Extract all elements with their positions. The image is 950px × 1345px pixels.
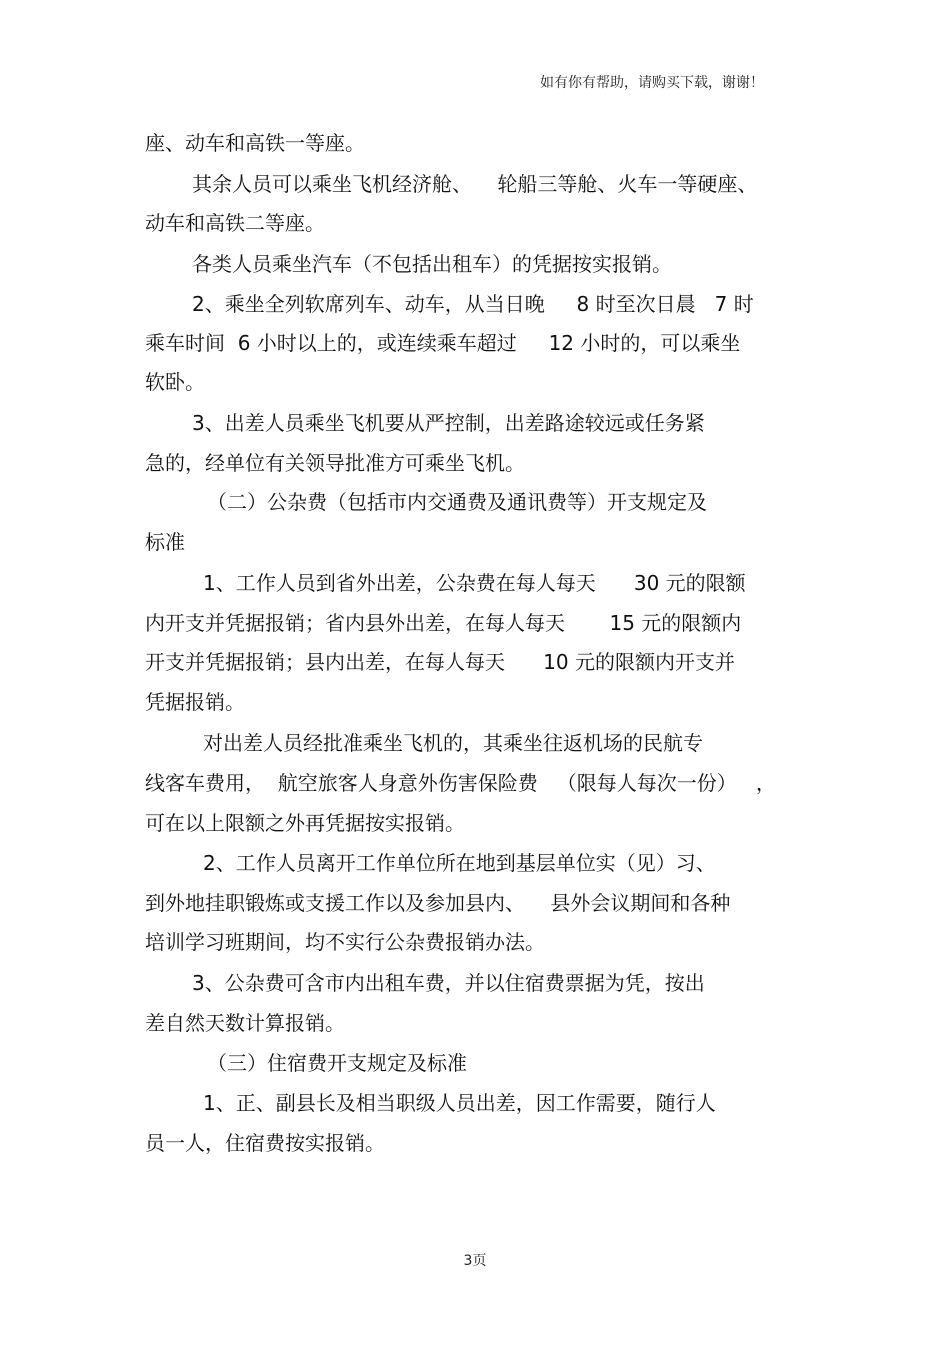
- body-line: 对出差人员经批准乘坐飞机的，其乘坐往返机场的民航专: [203, 731, 703, 755]
- body-line: 差自然天数计算报销。: [145, 1011, 345, 1035]
- body-line: 软卧。: [145, 370, 205, 394]
- body-line: 2、乘坐全列软席列车、动车，从当日晚 8 时至次日晨 7 时: [192, 292, 754, 316]
- body-line: 3、出差人员乘坐飞机要从严控制，出差路途较远或任务紧: [192, 411, 705, 435]
- body-line: 1、正、副县长及相当职级人员出差，因工作需要，随行人: [203, 1091, 716, 1115]
- section-heading: （二）公杂费（包括市内交通费及通讯费等）开支规定及: [207, 490, 707, 514]
- body-line: 动车和高铁二等座。: [145, 211, 325, 235]
- page-number: 3页: [463, 1253, 487, 1269]
- body-line: 1、工作人员到省外出差，公杂费在每人每天 30 元的限额: [203, 571, 746, 595]
- body-line: 3、公杂费可含市内出租车费，并以住宿费票据为凭，按出: [192, 971, 705, 995]
- body-line: 内开支并凭据报销；省内县外出差，在每人每天 15 元的限额内: [145, 611, 742, 635]
- body-line: 开支并凭据报销；县内出差，在每人每天 10 元的限额内开支并: [145, 650, 735, 674]
- body-line: 凭据报销。: [145, 690, 245, 714]
- body-line: 到外地挂职锻炼或支援工作以及参加县内、 县外会议期间和各种: [145, 891, 731, 915]
- body-line: 可在以上限额之外再凭据按实报销。: [145, 811, 465, 835]
- body-line: 培训学习班期间，均不实行公杂费报销办法。: [145, 930, 545, 954]
- body-line: 座、动车和高铁一等座。: [145, 131, 365, 155]
- body-line: 乘车时间 6 小时以上的，或连续乘车超过 12 小时的，可以乘坐: [145, 331, 741, 355]
- section-heading: 标准: [145, 530, 185, 554]
- body-line: 急的，经单位有关领导批准方可乘坐飞机。: [145, 451, 525, 475]
- body-line: 员一人，住宿费按实报销。: [145, 1131, 385, 1155]
- body-line: 各类人员乘坐汽车（不包括出租车）的凭据按实报销。: [192, 252, 672, 276]
- header-note: 如有你有帮助，请购买下载，谢谢！: [540, 75, 764, 91]
- section-heading: （三）住宿费开支规定及标准: [207, 1051, 467, 1075]
- body-line: 其余人员可以乘坐飞机经济舱、 轮船三等舱、火车一等硬座、: [192, 172, 758, 196]
- body-line: 线客车费用， 航空旅客人身意外伤害保险费 （限每人每次一份） ，: [145, 771, 776, 795]
- body-line: 2、工作人员离开工作单位所在地到基层单位实（见）习、: [203, 851, 716, 875]
